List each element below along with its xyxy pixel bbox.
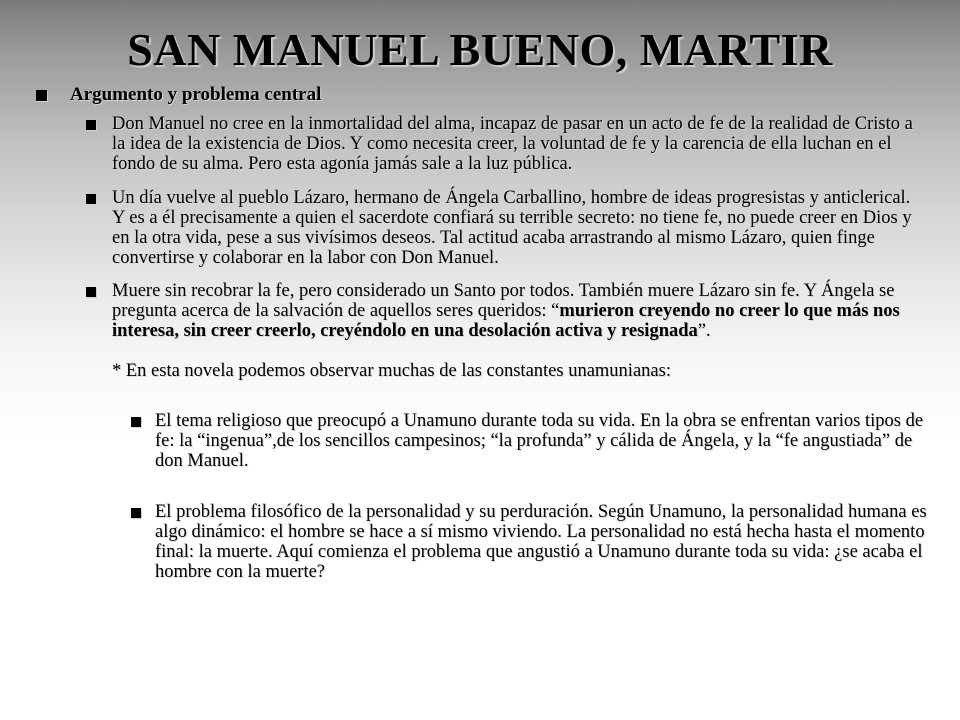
square-bullet-icon xyxy=(131,508,141,518)
bullet-paragraph-2 xyxy=(112,188,924,268)
bullet-heading xyxy=(0,84,920,106)
paragraph-2-text: Un día vuelve al pueblo Lázaro, hermano de Ángela Carballino, hombre de ideas progresistas y anticlerical. Y es a él precisamente a quien el sacerdote confiará su terrible secreto: no tiene fe, no puede creer en Dios y en la otra vida, pese a sus vivísimos deseos. Tal actitud acaba arrastrando al mismo Lázaro, quien finge convertirse y colaborar en la labor con Don Manuel. xyxy=(112,188,912,268)
paragraph-3-intro: Muere sin recobrar la fe, pero considerado un Santo por todos. También muere Lázaro sin fe. Y Ángela se pregunta acerca de la salvación de aquellos seres queridos: “ xyxy=(112,281,895,321)
paragraph-3-note: * En esta novela podemos observar muchas de las constantes unamunianas: xyxy=(112,361,671,381)
paragraph-3-close: ”. xyxy=(697,321,711,341)
square-bullet-icon xyxy=(131,417,141,427)
paragraph-1-text: Don Manuel no cree en la inmortalidad del alma, incapaz de pasar en un acto de fe de la realidad de Cristo a la idea de la existencia de Dios. Y como necesita creer, la voluntad de fe y la carencia de ella luchan en el fondo de su alma. Pero esta agonía jamás sale a la luz pública. xyxy=(112,114,913,174)
slide-body xyxy=(0,84,960,582)
paragraph-3-quote: murieron creyendo no creer lo que más nos interesa, sin creer creerlo, creyéndolo en una desolación activa y resignada xyxy=(112,301,900,341)
sub-bullet-2 xyxy=(155,502,935,582)
bullet-paragraph-3 xyxy=(112,281,924,381)
square-bullet-icon xyxy=(86,287,96,297)
bullet-paragraph-1 xyxy=(112,114,924,174)
sub-bullet-1 xyxy=(155,411,935,471)
sub-bullet-2-text: El problema filosófico de la personalidad y su perduración. Según Unamuno, la personalidad humana es algo dinámico: el hombre se hace a sí mismo viviendo. La personalidad no está hecha hasta el momento final: la muerte. Aquí comienza el problema que angustió a Unamuno durante toda su vida: ¿se acaba el hombre con la muerte? xyxy=(155,502,927,582)
square-bullet-icon xyxy=(36,90,47,101)
square-bullet-icon xyxy=(86,194,96,204)
slide-title: SAN MANUEL BUENO, MARTIR xyxy=(127,24,833,75)
sub-bullet-1-text: El tema religioso que preocupó a Unamuno durante toda su vida. En la obra se enfrentan varios tipos de fe: la “ingenua”,de los sencillos campesinos; “la profunda” y cálida de Ángela, y la “fe angustiada” de don Manuel. xyxy=(155,411,924,471)
heading-text: Argumento y problema central xyxy=(70,84,322,105)
square-bullet-icon xyxy=(86,120,96,130)
